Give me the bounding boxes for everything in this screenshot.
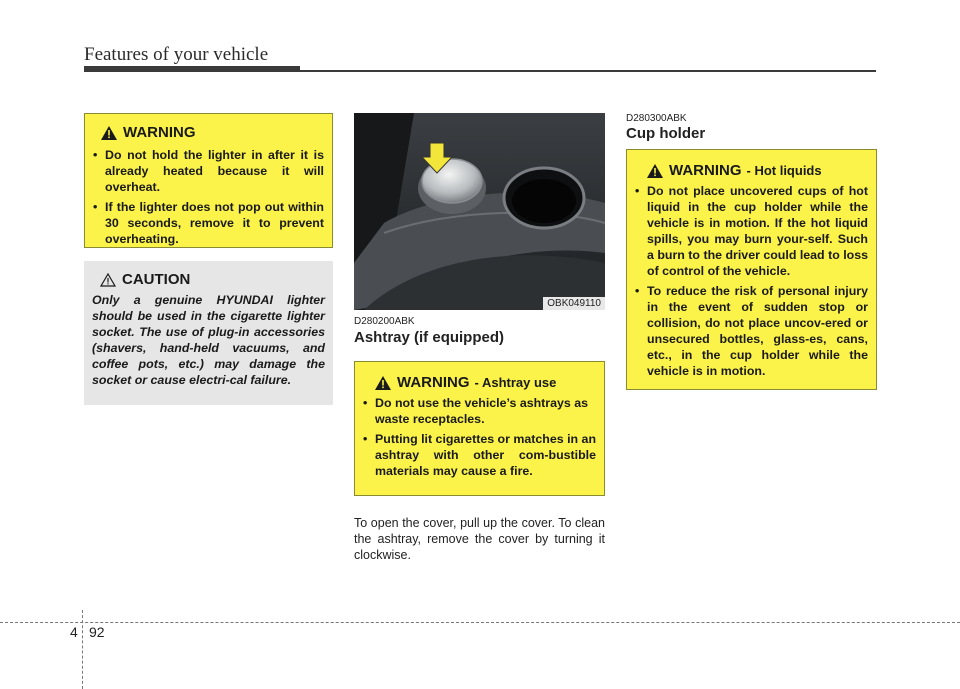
lighter-warning-box (84, 113, 333, 248)
ashtray-illustration (354, 113, 605, 310)
list-item: • Do not use the vehicle’s ashtrays as waste receptacles. (363, 395, 596, 427)
cup-holder-warning-box (626, 149, 877, 390)
warning-heading (375, 374, 596, 391)
footer-divider (82, 610, 83, 689)
list-item: • Do not place uncovered cups of hot liquid in the cup holder while the vehicle is in motion. If the hot liquid spills, you may burn your-self. Such a burn to the driver could lead to loss of control of the vehicle. (635, 183, 868, 279)
page-header-title: Features of your vehicle (84, 44, 269, 65)
warning-triangle-icon (101, 126, 117, 140)
section-heading-cup-holder: Cup holder (626, 125, 706, 142)
list-item: • Putting lit cigarettes or matches in an ashtray with other com-bustible materials may cause a fire. (363, 431, 596, 479)
warning-heading (101, 124, 324, 141)
ashtray-photo (354, 113, 605, 310)
warning-triangle-icon (647, 164, 663, 178)
footer-rule (0, 622, 960, 623)
chapter-number: 4 (70, 624, 78, 640)
ashtray-instructions: To open the cover, pull up the cover. To clean the ashtray, remove the cover by turning it clockwise. (354, 516, 605, 562)
section-code: D280300ABK (626, 113, 687, 124)
ashtray-warning-box (354, 361, 605, 496)
list-item: • To reduce the risk of personal injury in the event of sudden stop or collision, do not place uncov-ered or unsecured bottles, glass-es, cans, etc., in the cup holder while the vehicle is in motion. (635, 283, 868, 379)
caution-text: Only a genuine HYUNDAI lighter should be used in the cigarette lighter socket. The use of plug-in accessories (shavers, hand-held vacuums, and coffee pots, etc.) may damage the socket or cause electri-cal failure. (92, 293, 325, 387)
list-item: • Do not hold the lighter in after it is already heated because it will overheat. (93, 147, 324, 195)
section-heading-ashtray: Ashtray (if equipped) (354, 329, 505, 346)
lighter-caution-box (84, 261, 333, 405)
warning-title: WARNING (397, 374, 470, 391)
warning-subtitle: - Ashtray use (474, 375, 557, 390)
page-number: 92 (89, 624, 105, 640)
warning-list (635, 183, 868, 379)
caution-title: CAUTION (122, 271, 191, 288)
warning-triangle-icon (375, 376, 391, 390)
caution-heading (100, 271, 325, 288)
warning-heading (647, 162, 868, 179)
warning-list (363, 395, 596, 479)
warning-title: WARNING (123, 124, 196, 141)
warning-list (93, 147, 324, 247)
warning-title: WARNING (669, 162, 742, 179)
header-rule-thin (300, 70, 876, 72)
caution-triangle-icon (100, 273, 116, 287)
warning-subtitle: - Hot liquids (746, 163, 822, 178)
list-item: • If the lighter does not pop out within 30 seconds, remove it to prevent overheating. (93, 199, 324, 247)
image-caption-code: OBK049110 (543, 297, 605, 310)
section-code: D280200ABK (354, 316, 415, 327)
header-rule-thick (84, 66, 300, 72)
